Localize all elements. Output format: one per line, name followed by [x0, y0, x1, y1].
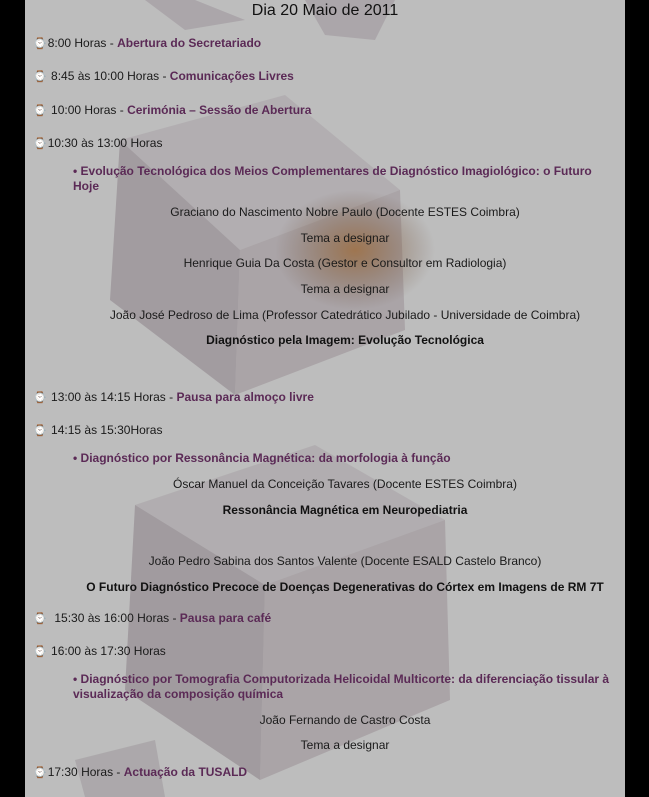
clock-icon: ⌚ [33, 392, 47, 404]
schedule-item [33, 423, 162, 437]
clock-icon: ⌚ [33, 138, 47, 150]
item-time: 17:30 Horas - [47, 765, 124, 779]
schedule-item [33, 390, 314, 404]
clock-icon: ⌚ [33, 38, 47, 50]
item-time: 8:45 às 10:00 Horas - [51, 69, 170, 83]
talk-line: Tema a designar [300, 282, 390, 296]
clock-icon: ⌚ [33, 71, 47, 83]
schedule-item [33, 103, 311, 117]
item-time: 10:00 Horas - [51, 103, 128, 117]
item-time: 14:15 às 15:30Horas [51, 423, 163, 437]
speaker-line: Graciano do Nascimento Nobre Paulo (Docente ESTES Coimbra) [170, 205, 520, 219]
talk-title: Ressonância Magnética em Neuropediatria [222, 503, 468, 517]
program-page [25, 0, 625, 797]
talk-line: Tema a designar [300, 231, 390, 245]
schedule-item [33, 69, 294, 83]
session-topic: • Evolução Tecnológica dos Meios Complementares de Diagnóstico Imagiológico: o Futuro Hoje [73, 164, 592, 193]
page-title: Dia 20 Maio de 2011 [251, 2, 399, 19]
session-topic: • Diagnóstico por Tomografia Computorizada Helicoidal Multicorte: da diferenciação tissular à visualização da composição química [73, 672, 610, 701]
item-label: Pausa para café [179, 611, 272, 625]
item-time: 13:00 às 14:15 Horas - [51, 390, 177, 404]
item-label: Cerimónia – Sessão de Abertura [127, 103, 312, 117]
item-label: Actuação da TUSALD [123, 765, 248, 779]
talk-line: Tema a designar [300, 738, 390, 752]
item-label: Comunicações Livres [169, 69, 294, 83]
speaker-line: Óscar Manuel da Conceição Tavares (Docente ESTES Coimbra) [173, 477, 517, 491]
schedule-item [33, 765, 247, 779]
speaker-line: Henrique Guia Da Costa (Gestor e Consultor em Radiologia) [183, 256, 507, 270]
speaker-line: João José Pedroso de Lima (Professor Catedrático Jubilado - Universidade de Coimbra) [109, 308, 581, 322]
session-topic: • Diagnóstico por Ressonância Magnética: da morfologia à função [73, 451, 451, 465]
clock-icon: ⌚ [33, 105, 47, 117]
speaker-line: João Fernando de Castro Costa [259, 713, 431, 727]
item-label: Abertura do Secretariado [117, 36, 262, 50]
talk-title: O Futuro Diagnóstico Precoce de Doenças Degenerativas do Córtex em Imagens de RM 7T [86, 580, 604, 594]
schedule-item [33, 611, 271, 625]
schedule-item [33, 136, 162, 150]
clock-icon: ⌚ [33, 613, 47, 625]
item-label: Pausa para almoço livre [176, 390, 314, 404]
item-time: 8:00 Horas - [47, 36, 118, 50]
speaker-line: João Pedro Sabina dos Santos Valente (Docente ESALD Castelo Branco) [148, 554, 542, 568]
clock-icon: ⌚ [33, 767, 47, 779]
clock-icon: ⌚ [33, 425, 47, 437]
item-time: 15:30 às 16:00 Horas - [54, 611, 180, 625]
schedule-item [33, 644, 166, 658]
item-time: 10:30 às 13:00 Horas [47, 136, 163, 150]
schedule-item [33, 36, 261, 50]
clock-icon: ⌚ [33, 646, 47, 658]
talk-title: Diagnóstico pela Imagem: Evolução Tecnológica [206, 333, 484, 347]
item-time: 16:00 às 17:30 Horas [51, 644, 166, 658]
